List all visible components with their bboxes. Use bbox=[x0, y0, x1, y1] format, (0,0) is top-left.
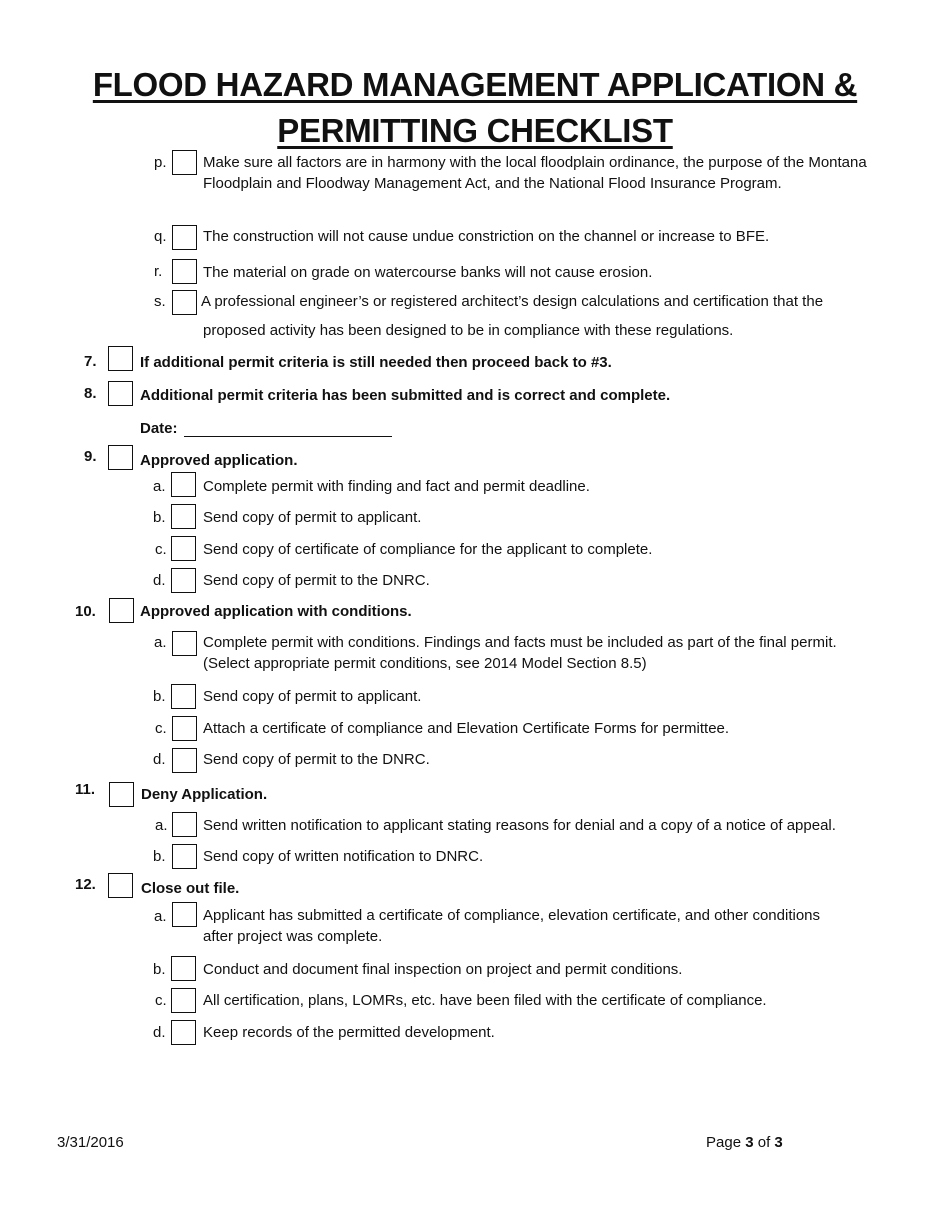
item-9a-text: Complete permit with finding and fact and permit deadline. bbox=[203, 478, 590, 495]
item-11b-label: b. bbox=[153, 848, 166, 865]
item-9-text: Approved application. bbox=[140, 452, 298, 469]
item-9d-label: d. bbox=[153, 572, 166, 589]
item-10-checkbox[interactable] bbox=[109, 598, 134, 623]
page-prefix: Page bbox=[706, 1134, 742, 1151]
item-9-label: 9. bbox=[84, 448, 97, 465]
item-12b-checkbox[interactable] bbox=[171, 956, 196, 981]
item-12c-text: All certification, plans, LOMRs, etc. have been filed with the certificate of compliance. bbox=[203, 992, 767, 1009]
item-q-label: q. bbox=[154, 228, 167, 245]
item-10d-checkbox[interactable] bbox=[172, 748, 197, 773]
item-10b-checkbox[interactable] bbox=[171, 684, 196, 709]
item-9b-label: b. bbox=[153, 509, 166, 526]
item-12a-text-line1: Applicant has submitted a certificate of compliance, elevation certificate, and other conditions bbox=[203, 907, 821, 924]
item-12-checkbox[interactable] bbox=[108, 873, 133, 898]
item-s-checkbox[interactable] bbox=[172, 290, 197, 315]
item-10-label: 10. bbox=[75, 603, 96, 620]
item-11-text: Deny Application. bbox=[141, 786, 268, 803]
item-9c-label: c. bbox=[155, 541, 167, 558]
item-10a-text-line2: (Select appropriate permit conditions, see 2014 Model Section 8.5) bbox=[203, 655, 647, 672]
item-10b-text: Send copy of permit to applicant. bbox=[203, 688, 422, 705]
item-p-label: p. bbox=[154, 154, 167, 171]
item-12c-label: c. bbox=[155, 992, 167, 1009]
item-11-checkbox[interactable] bbox=[109, 782, 134, 807]
item-7-checkbox[interactable] bbox=[108, 346, 133, 371]
item-10a-text-line1: Complete permit with conditions. Findings and facts must be included as part of the final permit. bbox=[203, 634, 837, 651]
page-of: of bbox=[757, 1134, 771, 1151]
title-line-2: PERMITTING CHECKLIST bbox=[277, 112, 673, 149]
item-12c-checkbox[interactable] bbox=[171, 988, 196, 1013]
item-12b-label: b. bbox=[153, 961, 166, 978]
item-9c-text: Send copy of certificate of compliance for the applicant to complete. bbox=[203, 541, 653, 558]
item-10d-label: d. bbox=[153, 751, 166, 768]
item-s-text-line1: A professional engineer’s or registered architect’s design calculations and certification that the bbox=[201, 293, 824, 310]
item-11a-label: a. bbox=[155, 817, 168, 834]
item-12-label: 12. bbox=[75, 876, 96, 893]
date-label: Date: bbox=[140, 420, 178, 437]
item-12a-text-line2: after project was complete. bbox=[203, 928, 383, 945]
item-9-checkbox[interactable] bbox=[108, 445, 133, 470]
item-r-text: The material on grade on watercourse banks will not cause erosion. bbox=[203, 264, 653, 281]
footer-date: 3/31/2016 bbox=[57, 1134, 124, 1151]
item-s-label: s. bbox=[154, 293, 166, 310]
item-11-label: 11. bbox=[75, 781, 96, 798]
item-s-text-line2: proposed activity has been designed to be in compliance with these regulations. bbox=[203, 322, 734, 339]
item-11a-text: Send written notification to applicant stating reasons for denial and a copy of a notice of appeal. bbox=[203, 817, 836, 834]
page-total: 3 bbox=[774, 1134, 783, 1151]
item-9b-checkbox[interactable] bbox=[171, 504, 196, 529]
title-line-1: FLOOD HAZARD MANAGEMENT APPLICATION & bbox=[92, 66, 858, 103]
item-10d-text: Send copy of permit to the DNRC. bbox=[203, 751, 430, 768]
date-field[interactable] bbox=[184, 436, 392, 437]
item-12d-checkbox[interactable] bbox=[171, 1020, 196, 1045]
item-8-label: 8. bbox=[84, 385, 97, 402]
item-9a-label: a. bbox=[153, 478, 166, 495]
item-12a-label: a. bbox=[154, 908, 167, 925]
item-8-checkbox[interactable] bbox=[108, 381, 133, 406]
item-12-text: Close out file. bbox=[141, 880, 240, 897]
item-9d-text: Send copy of permit to the DNRC. bbox=[203, 572, 430, 589]
item-10a-checkbox[interactable] bbox=[172, 631, 197, 656]
footer-page-number bbox=[706, 1134, 783, 1151]
item-11b-text: Send copy of written notification to DNRC. bbox=[203, 848, 484, 865]
item-10c-text: Attach a certificate of compliance and Elevation Certificate Forms for permittee. bbox=[203, 720, 730, 737]
item-10a-label: a. bbox=[154, 634, 167, 651]
item-p-text: Make sure all factors are in harmony with the local floodplain ordinance, the purpose of the Montana Floodplain and Floodway Management Act, and the National Flood Insurance Program. bbox=[203, 154, 867, 192]
item-7-label: 7. bbox=[84, 353, 97, 370]
item-8-text: Additional permit criteria has been submitted and is correct and complete. bbox=[140, 387, 671, 404]
item-7-text: If additional permit criteria is still needed then proceed back to #3. bbox=[140, 354, 612, 371]
item-9a-checkbox[interactable] bbox=[171, 472, 196, 497]
item-q-text: The construction will not cause undue constriction on the channel or increase to BFE. bbox=[203, 228, 770, 245]
item-12d-label: d. bbox=[153, 1024, 166, 1041]
item-12b-text: Conduct and document final inspection on project and permit conditions. bbox=[203, 961, 683, 978]
document-title bbox=[0, 62, 950, 154]
item-p-checkbox[interactable] bbox=[172, 150, 197, 175]
item-r-label: r. bbox=[154, 263, 163, 280]
item-12a-checkbox[interactable] bbox=[172, 902, 197, 927]
item-10b-label: b. bbox=[153, 688, 166, 705]
item-12d-text: Keep records of the permitted development. bbox=[203, 1024, 495, 1041]
item-11a-checkbox[interactable] bbox=[172, 812, 197, 837]
item-9b-text: Send copy of permit to applicant. bbox=[203, 509, 422, 526]
item-r-checkbox[interactable] bbox=[172, 259, 197, 284]
item-11b-checkbox[interactable] bbox=[172, 844, 197, 869]
item-9d-checkbox[interactable] bbox=[171, 568, 196, 593]
item-10c-checkbox[interactable] bbox=[172, 716, 197, 741]
item-10-text: Approved application with conditions. bbox=[140, 603, 412, 620]
item-9c-checkbox[interactable] bbox=[171, 536, 196, 561]
page-current: 3 bbox=[745, 1134, 754, 1151]
item-q-checkbox[interactable] bbox=[172, 225, 197, 250]
item-10c-label: c. bbox=[155, 720, 167, 737]
